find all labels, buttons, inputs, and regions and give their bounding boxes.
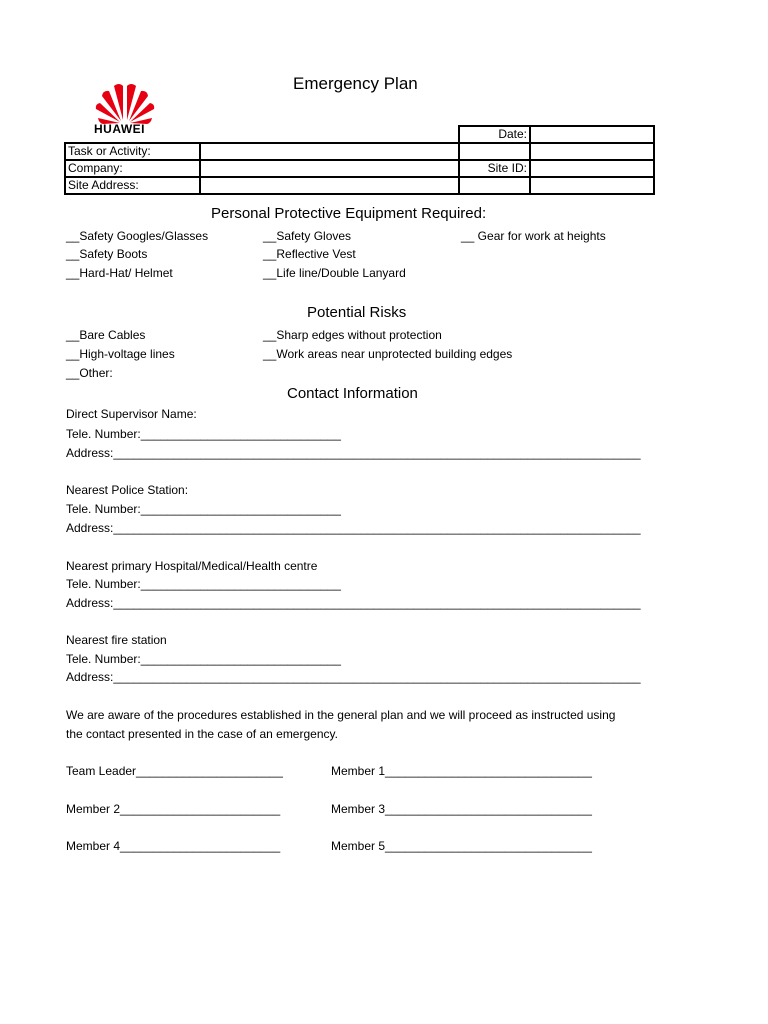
police-address-field[interactable]: Address:_______________________________________________________________________________ <box>66 521 641 535</box>
site-address-label: Site Address: <box>65 177 200 194</box>
ppe-item-boots[interactable]: __Safety Boots <box>66 247 148 261</box>
table-row <box>65 177 654 194</box>
statement-line-2: the contact presented in the case of an emergency. <box>66 727 338 741</box>
member1-signature-field[interactable]: Member 1_______________________________ <box>331 764 592 778</box>
police-tele-field[interactable]: Tele. Number:______________________________ <box>66 502 341 516</box>
team-leader-signature-field[interactable]: Team Leader______________________ <box>66 764 283 778</box>
task-field[interactable] <box>200 143 459 160</box>
date-label: Date: <box>459 126 530 143</box>
member4-signature-field[interactable]: Member 4________________________ <box>66 839 281 853</box>
fire-label: Nearest fire station <box>66 633 167 647</box>
site-address-field[interactable] <box>200 177 459 194</box>
logo-petals <box>96 84 154 124</box>
risk-item-other[interactable]: __Other: <box>66 366 113 380</box>
police-label: Nearest Police Station: <box>66 483 189 497</box>
hospital-label: Nearest primary Hospital/Medical/Health centre <box>66 559 318 573</box>
date-field[interactable] <box>530 126 654 143</box>
table-row <box>65 143 654 160</box>
ppe-item-gloves[interactable]: __Safety Gloves <box>263 229 352 243</box>
task-label: Task or Activity: <box>65 143 200 160</box>
statement-line-1: We are aware of the procedures established in the general plan and we will proceed as instructed using <box>66 708 616 722</box>
risk-item-bare-cables[interactable]: __Bare Cables <box>66 328 146 342</box>
risk-item-high-voltage[interactable]: __High-voltage lines <box>66 347 175 361</box>
page-title: Emergency Plan <box>293 74 418 93</box>
risk-item-building-edges[interactable]: __Work areas near unprotected building edges <box>263 347 513 361</box>
member5-signature-field[interactable]: Member 5_______________________________ <box>331 839 592 853</box>
hospital-tele-field[interactable]: Tele. Number:______________________________ <box>66 577 341 591</box>
company-field[interactable] <box>200 160 459 177</box>
company-label: Company: <box>65 160 200 177</box>
info-table <box>64 125 655 195</box>
supervisor-address-field[interactable]: Address:_______________________________________________________________________________ <box>66 446 641 460</box>
risks-heading: Potential Risks <box>307 304 407 321</box>
site-id-field[interactable] <box>530 160 654 177</box>
logo-brand-text: HUAWEI <box>94 122 145 136</box>
site-id-label: Site ID: <box>459 160 530 177</box>
ppe-heading: Personal Protective Equipment Required: <box>211 205 487 222</box>
hospital-address-field[interactable]: Address:_______________________________________________________________________________ <box>66 596 641 610</box>
ppe-item-goggles[interactable]: __Safety Googles/Glasses <box>66 229 209 243</box>
member3-signature-field[interactable]: Member 3_______________________________ <box>331 802 592 816</box>
fire-address-field[interactable]: Address:_______________________________________________________________________________ <box>66 670 641 684</box>
risk-item-sharp-edges[interactable]: __Sharp edges without protection <box>263 328 442 342</box>
ppe-item-vest[interactable]: __Reflective Vest <box>263 247 356 261</box>
table-row <box>65 126 654 143</box>
ppe-item-helmet[interactable]: __Hard-Hat/ Helmet <box>66 266 173 280</box>
fire-tele-field[interactable]: Tele. Number:______________________________ <box>66 652 341 666</box>
ppe-item-lanyard[interactable]: __Life line/Double Lanyard <box>263 266 406 280</box>
supervisor-tele-field[interactable]: Tele. Number:______________________________ <box>66 427 341 441</box>
ppe-item-heights-gear[interactable]: __ Gear for work at heights <box>461 229 606 243</box>
supervisor-label: Direct Supervisor Name: <box>66 407 197 421</box>
contact-heading: Contact Information <box>287 385 418 402</box>
member2-signature-field[interactable]: Member 2________________________ <box>66 802 281 816</box>
table-row <box>65 160 654 177</box>
